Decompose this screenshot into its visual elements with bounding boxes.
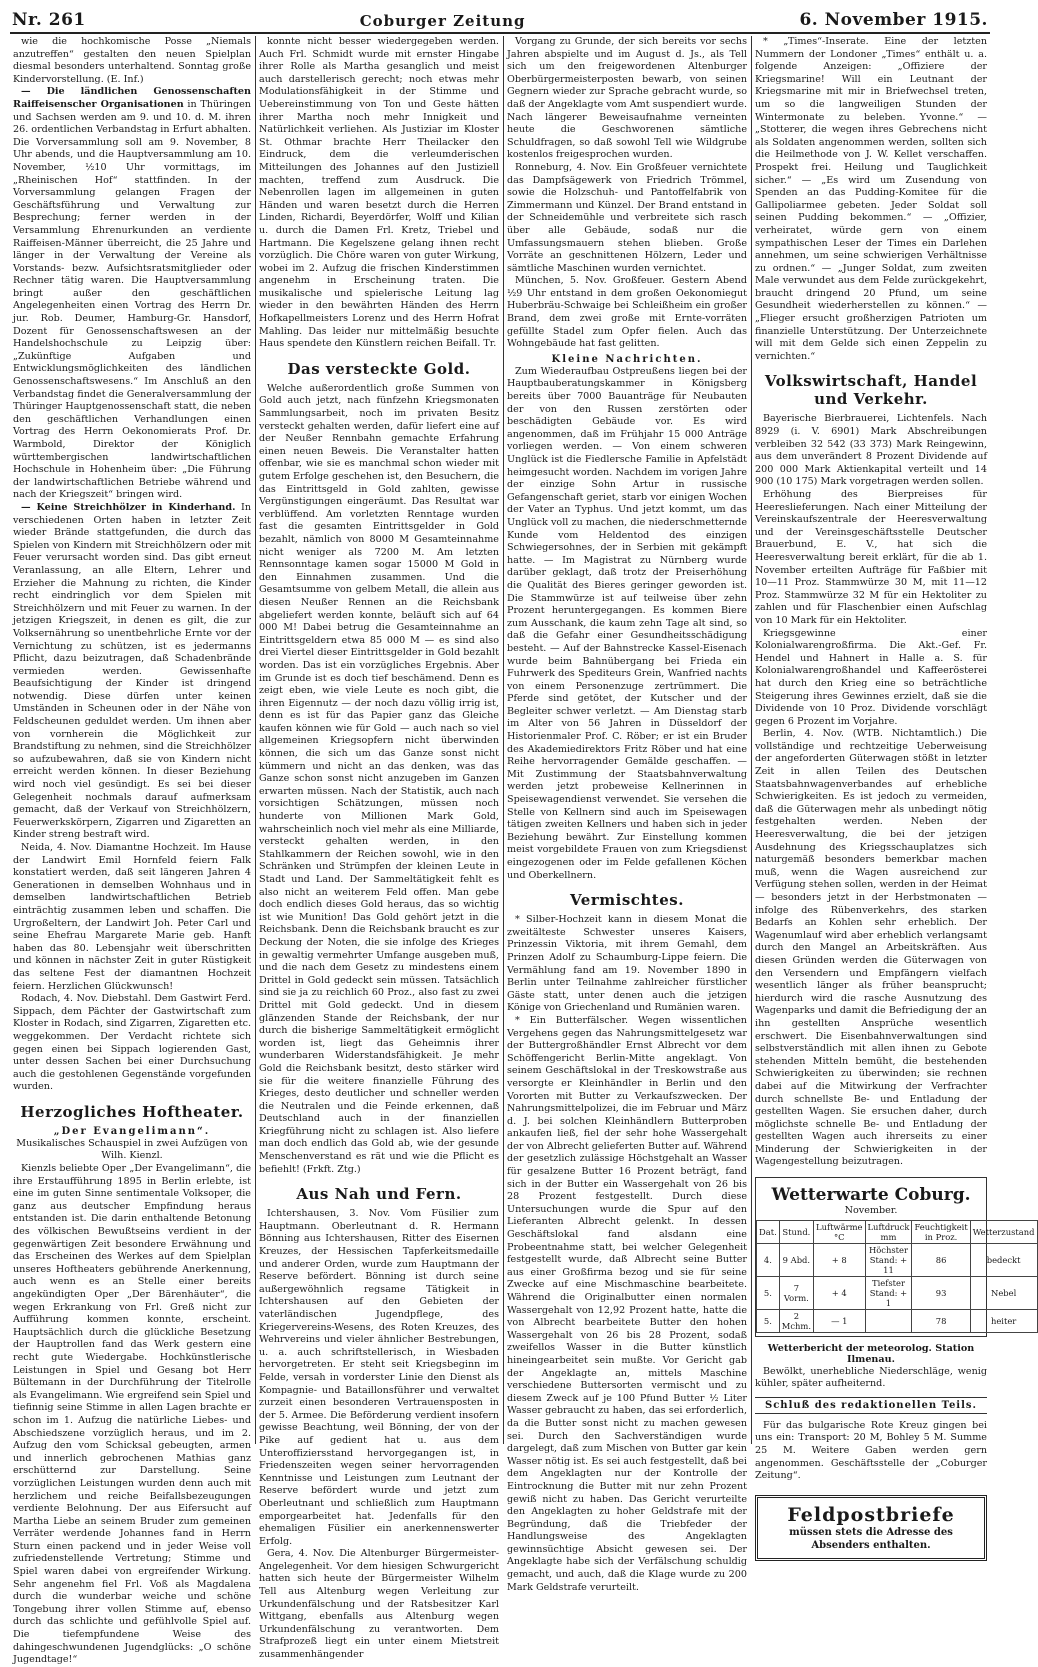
article-times-inserate: * „Times“-Inserate. Eine der letzten Nummern der Londoner „Times“ enthält u. a. folgende Anzeigen: „Offiziere der Kriegsmarine! Will ein Leutnant der Kriegsmarine mit mir in Briefwechsel treten, um so die langweiligen Stunden der Wintermonate zu beleben. Yvonne.“ — „Stotterer, die wegen ihres Gebrechens nicht als Soldaten angenommen werden, sollten sich die Heilmethode von J. W. Kellet verschaffen. Prospekt frei. Heilung und Tauglichkeit sicher.“ — „Es wird um Zusendung von Spenden an das Pudding-Komitee für die Gallipoliarmee gebeten. Jeder Soldat soll seinen Pudding bekommen.“ — „Offizier, verheiratet, würde gern von einem sympathischen Leser der Times ein Darlehen annehmen, um seine schwierigen Verhältnisse zu ordnen.“ — „Junger Soldat, zum zweiten Male verwundet aus dem Felde zurückgekehrt, braucht dringend 20 Pfund, um seine Gesundheit wiederherstellen zu können.“ — „Flieger ersucht großherzigen Patrioten um finanzielle Unterstützung. Der Unterzeichnete will mit dem Gelde sich einen Zeppelin zu vernichten.“ [755,36,987,362]
weather-header-cell: Dat. [757,1220,780,1243]
weather-cell: 7 Vorm. [779,1276,813,1309]
theater-title: „Der Evangelimann“. [53,1125,211,1137]
article-genossenschaften [13,86,251,502]
feldpost-notice [755,1495,987,1561]
article-bierbrauerei: Bayerische Bierbrauerei, Lichtenfels. Nach 8929 (i. V. 6901) Mark Abschreibungen verbleiben 32 542 (33 373) Mark Reingewinn, aus dem unverändert 8 Prozent Dividende auf 200 000 Mark Aktienkapital verteilt und 14 900 (10 175) Mark vorgetragen werden sollen. [755,413,987,488]
article-ronneburg: Ronneburg, 4. Nov. Ein Großfeuer vernichtete das Dampfsägewerk von Friedrich Trömmel, sowie die Holzschuh- und Pantoffelfabrik von Zimmermann und Künzel. Der Brand entstand in der Schneidemühle und verbreitete sich rasch über alle Gebäude, sodaß nur die Umfassungsmauern stehen blieben. Große Vorräte an geschnittenen Hölzern, Leder und sämtliche Maschinen wurden vernichtet. [507,161,747,274]
weather-cell: 4. [757,1243,780,1276]
issue-date: 6. November 1915. [799,10,988,30]
article-streichhoelzer [13,502,251,842]
issue-number: Nr. 261 [12,10,86,30]
section-heading-kleine-nachrichten: Kleine Nachrichten. [551,353,703,365]
weather-header-row [757,1220,1038,1243]
weather-cell: Nebel [970,1276,1037,1309]
paper-title: Coburger Zeitung [359,12,526,30]
weather-cell: 5. [757,1309,780,1332]
weather-cell: 86 [912,1243,970,1276]
article-kolonialwaren: Kriegsgewinne einer Kolonialwarengroßfirma. Die Akt.-Gef. Fr. Hendel und Hahnert in Halle a. S. für Kolonialwarengroßhandel und Kaffeerösterei hat durch den Krieg eine so beträchtliche Steigerung ihres Gewinnes erzielt, daß sie die Dividende von 10 Proz. Dividende vorschlägt gegen 6 Prozent im Vorjahre. [755,627,987,727]
section-heading-nah-fern: Aus Nah und Fern. [296,1185,462,1204]
weather-row [757,1309,1038,1332]
article-gueterwagen: Berlin, 4. Nov. (WTB. Nichtamtlich.) Die vollständige und rechtzeitige Ueberweisung der angeforderten Güterwagen stößt in letzter Zeit in allen Teilen des Deutschen Staatsbahnwagenverbandes auf erhebliche Schwierigkeiten. Es ist jedoch zu vermeiden, daß die Güterwagen mehr als unbedingt nötig festgehalten werden. Neben der Heeresverwaltung, die bei der jetzigen Ausdehnung des Kriegsschauplatzes sich naturgemäß besonders bemerkbar machen muß, wenn die Wagen ausreichend zur Verfügung stehen sollen, werden in der Heimat — besonders jetzt in der Herbstmonaten — infolge des Rübenverkehrs, des starken Bedarfs an Kohlen sehr erheblich. Der Wagenumlauf wird aber erheblich verlangsamt durch den Mangel an Arbeitskräften. Aus diesen Gründen werden die Güterwagen von den Versendern und Empfängern vielfach wesentlich länger als früher beansprucht; hierdurch wird die rasche Ausnutzung des Wagenparks und damit die Befriedigung der an ihn gestellten Ansprüche wesentlich erschwert. Die Eisenbahnverwaltungen sind selbstverständlich mit allen ihnen zu Gebote stehenden Mitteln bemüht, die bestehenden Schwierigkeiten zu überwinden; sie rechnen dabei auf die Mitwirkung der Verfrachter durch schnellste Be- und Entladung der gestellten Wagen. Sie ersuchen daher, durch möglichste schnelle Be- und Entladung der gestellten Wagen auch ihrerseits zu einer Minderung der Schwierigkeiten in der Wagengestellung beizutragen. [755,728,987,1168]
weather-row [757,1243,1038,1276]
article-kicker: — Die ländlichen Genossenschaften Raiffeisenscher Organisationen [13,86,251,110]
weather-header-cell: Stund. [779,1220,813,1243]
article-gera-cont: Vorgang zu Grunde, der sich bereits vor sechs Jahren abspielte und im August d. Js., als Tell sich um den freigewordenen Altenburger Oberbürgermeisterposten bewarb, von seinen Gegnern wieder zur Sprache gebracht wurde, so daß der Angeklagte vom Amt suspendiert wurde. Nach längerer Beweisaufnahme verneinten heute die Geschworenen sämtliche Schuldfragen, so daß sowohl Tell wie Wildgrube kostenlos freigesprochen wurden. [507,36,747,161]
weather-header-cell: Luftdruck mm [865,1220,912,1243]
section-heading-theater: Herzogliches Hoftheater. [20,1102,244,1121]
weather-header-cell: Wetterzustand [970,1220,1037,1243]
weather-report-heading: Wetterbericht der meteorolog. Station Ilmenau. [767,1342,975,1365]
weather-title: Wetterwarte Coburg. [771,1185,971,1206]
section-heading-vermischtes: Vermischtes. [570,891,684,910]
article-gera: Gera, 4. Nov. Die Altenburger Bürgermeister-Angelegenheit. Vor dem hiesigen Schwurgericht hatten sich heute der Bürgermeister Wilhelm Tell aus Altenburg wegen Verleitung zur Urkundenfälschung und der Ratsbesitzer Karl Wittgang, ebenfalls aus Altenburg wegen Urkundenfälschung zu verantworten. Dem Strafprozeß liegt ein unter einem Mietstreit zusammenhängender [259,1548,499,1661]
theater-subtitle: Musikalisches Schauspiel in zwei Aufzügen von Wilh. Kienzl. [16,1137,248,1162]
weather-cell: Tiefster Stand: + 1 [865,1276,912,1309]
weather-cell: Höchster Stand: + 11 [865,1243,912,1276]
article-butterfaelscher: * Ein Butterfälscher. Wegen wissentlichen Vergehens gegen das Nahrungsmittelgesetz war der Buttergroßhändler Ernst Albrecht vor dem Schöffengericht Berlin-Mitte angeklagt. Von seinem Geschäftslokal in der Treskowstraße aus versorgte er Kleinhändler in Berlin und den Vororten mit Butter zu Verkaufszwecken. Der Nahrungsmittelpolizei, die im Februar und März d. J. bei solchen Kleinhändlern Butterproben ankaufen ließ, fiel der sehr hohe Wassergehalt der von Albrecht gelieferten Butter auf. Während der gesetzlich zulässige Höchstgehalt an Wasser für gesalzene Butter 16 Prozent beträgt, fand sich in der Butter ein Wassergehalt von 26 bis 28 Prozent festgestellt. Durch diese Untersuchungen wurde die Spur auf den Lieferanten Albrecht gelenkt. In dessen Geschäftslokal fand alsdann eine Probeentnahme statt, bei welcher Gelegenheit festgestellt wurde, daß Albrecht seine Butter aus einer Großfirma bezog und sie für seine Zwecke auf eine Mischmaschine bearbeitete. Während die Originalbutter einen normalen Wassergehalt von 12,92 Prozent hatte, hatte die von Albrecht bearbeitete Butter den hohen Wassergehalt von 26 bis 28 Prozent, sodaß zweifellos Wasser in die Butter künstlich hineingearbeitet sein mußte. Vor Gericht gab der Angeklagte an, mittels Maschine verschiedene Buttersorten vermischt und zu diesem Zweck auf je 100 Pfund Butter ½ Liter Wasser gebraucht zu haben, das sei erforderlich, da die Butter sonst nicht zu machen gewesen sei. Durch den Sachverständigen wurde dargelegt, daß zum Mischen von Butter gar kein Wasser nötig ist. Es sei auch festgestellt, daß bei dem Angeklagten nur der Kontrolle der Eintrocknung die Butter mit nur zehn Prozent gewiß nicht zu haben. Das Gericht verurteilte den Angeklagten zu hoher Geldstrafe mit der Begründung, daß die Triebfeder der Handlungsweise des Angeklagten gewinnsüchtige Absicht gewesen sei. Der Angeklagte habe sich der Verfälschung schuldig gemacht, und auch, daß die Klage wurde zu 200 Mark Geldstrafe verurteilt. [507,1014,747,1593]
article-ichtershausen: Ichtershausen, 3. Nov. Vom Füsilier zum Hauptmann. Oberleutnant d. R. Hermann Bönning aus Ichtershausen, Ritter des Eisernen Kreuzes, der Hessischen Tapferkeitsmedaille und anderer Orden, wurde zum Hauptmann der Reserve befördert. Bönning ist durch seine außergewöhnlich regsame Tätigkeit in Ichtershausen auf den Gebieten der vaterländischen Jugendpflege, des Kriegervereins-Wesens, des Roten Kreuzes, des Wehrvereins und vieler ähnlicher Bestrebungen, u. a. auch schriftstellerisch, in Wiesbaden hervorgetreten. Er steht seit Kriegsbeginn im Felde, versah in vorderster Linie den Dienst als Kompagnie- und Bataillonsführer und verwaltet zurzeit einen besonderen Vertrauensposten in der 5. Armee. Die Beförderung verdient insofern gewisse Beachtung, weil Bönning, der von der Pike auf gedient hat u. aus dem Unteroffiziersstand hervorgegangen ist, in Friedenszeiten wegen seiner hervorragenden Kenntnisse und Leistungen zum Leutnant der Reserve befördert wurde und jetzt zum Oberleutnant und schließlich zum Hauptmann emporgearbeitet hat. Jedenfalls für den ehemaligen Füsilier ein anerkennenswerter Erfolg. [259,1208,499,1547]
article-neida: Neida, 4. Nov. Diamantne Hochzeit. Im Hause der Landwirt Emil Hornfeld feiern Falk konstatiert werden, daß seit längeren Jahren 4 Generationen in demselben Wohnhaus und in demselben landwirtschaftlichen Betrieb einträchtig zusammen leben und schaffen. Die Urgroßeltern, der Landwirt Joh. Peter Carl und seine Ehefrau Margarete Marie geb. Hanft haben das 80. Lebensjahr weit überschritten und können in nächster Zeit in guter Rüstigkeit das seltene Fest der diamantnen Hochzeit feiern. Herzlichen Glückwunsch! [13,842,251,992]
weather-row [757,1276,1038,1309]
weather-cell: heiter [970,1309,1037,1332]
weather-cell [865,1309,912,1332]
masthead [10,8,990,34]
article-body: in Thüringen und Sachsen werden am 9. und 10. d. M. ihren 26. ordentlichen Verbandstag in Erfurt abhalten. Die Vorversammlung soll am 9. November, 8 Uhr abends, und die Hauptversammlung am 10. November, ½10 Uhr vormittags, im „Rheinischen Hof“ stattfinden. In der Vorversammlung gelangen Fragen der Geschäftsführung und Verwaltung zur Besprechung; ferner werden in der Versammlung Ehrenurkunden an verdiente Raiffeisen-Männer überreicht, die 25 Jahre und länger in der Verwaltung der Vereine als Vorstands- bezw. Aufsichtsratsmitglieder oder Rechner tätig waren. Die Hauptversammlung bringt außer den geschäftlichen Angelegenheiten einen Vortrag des Herrn Dr. jur. Rob. Deumer, Hamburg-Gr. Hansdorf, Dozent für Genossenschaftswesen an der Handelshochschule zu Leipzig über: „Zukünftige Aufgaben und Entwicklungsmöglichkeiten des ländlichen Genossenschaftswesens.“ Im Anschluß an den Verbandstag findet die Generalversammlung der Thüringer Hauptgenossenschaft statt, die neben den geschäftlichen Verhandlungen einen Vortrag des Herrn Oekonomierats Prof. Dr. Warmbold, Direktor der Königlich württembergischen landwirtschaftlichen Hochschule in Hohenheim über: „Die Führung der landwirtschaftlichen Betriebe während und nach der Kriegszeit“ bringen wird. [13,98,251,501]
weather-header-cell: Luftwärme °C [814,1220,865,1243]
article-silberhochzeit: * Silber-Hochzeit kann in diesem Monat die zweitälteste Schwester unseres Kaisers, Prinzessin Viktoria, mit ihrem Gemahl, dem Prinzen Adolf zu Schaumburg-Lippe feiern. Die Vermählung fand am 19. November 1890 in Berlin unter Teilnahme zahlreicher fürstlicher Gäste statt, unter denen auch die jetzigen Könige von Griechenland und Rumänien waren. [507,914,747,1014]
column-3 [504,36,750,1593]
article-bierpreis: Erhöhung des Bierpreises für Heereslieferungen. Nach einer Mitteilung der Vereinskaufszentrale der Heeresverwaltung und der Vereinsgeschäftsstelle Deutscher Brauerbund, E. V., hat sich die Heeresverwaltung bereit erklärt, für die ab 1. November erteilten Aufträge für Faßbier mit 10—11 Proz. Stammwürze 30 M, mit 11—12 Proz. Stammwürze 32 M für ein Hektoliter zu zahlen und für Flaschenbier einen Aufschlag von 10 Mark für ein Hektoliter. [755,489,987,626]
article-kicker: — Keine Streichhölzer in Kinderhand. [21,501,236,513]
article-kleine-nachrichten: Zum Wiederaufbau Ostpreußens liegen bei der Hauptbauberatungskammer in Königsberg bereits über 7000 Bauanträge für Neubauten der von den Russen zerstörten oder beschädigten Gebäude vor. Es wird angenommen, daß im Frühjahr 15 000 Anträge vorliegen werden. — Von einem schweren Unglück ist die Fiedlersche Familie in Apfelstädt heimgesucht worden. Nachdem im vorigen Jahre der einzige Sohn Artur in russische Gefangenschaft geriet, starb vor einigen Wochen der Vater an Typhus. Und jetzt kommt, um das Unglück voll zu machen, die niederschmetternde Kunde vom Heldentod des einzigen Schwiegersohnes, der in Serbien mit gekämpft hatte. — Im Magistrat zu Nürnberg wurde darüber geklagt, daß trotz der Preiserhöhung die Qualität des Bieres geringer geworden ist. Die Stammwürze ist auf teilweise über zehn Prozent heruntergegangen. Es kommen Biere zum Ausschank, die kaum zehn Tage alt sind, so daß die Gefahr einer Gesundheitsschädigung besteht. — Auf der Bahnstrecke Kassel-Eisenach wurde beim Bahnübergang bei Frieda ein Fuhrwerk des Spediteurs Grein, Wanfried nachts von einem Personenzuge zertrümmert. Die Pferde sind getötet, der Kutscher und der Begleiter schwer verletzt. — Am Dienstag starb im Alter von 56 Jahren in Düsseldorf der Historienmaler Prof. C. Röber; er ist ein Bruder des Akademiedirektors Fritz Röber und hat eine Reihe hervorragender Gemälde geschaffen. — Mit Zustimmung der Staatsbahnverwaltung werden jetzt probeweise Kellnerinnen in Speisewagendienst verwendet. Sie versehen die Stelle von Kellnern sind auch im Speisewagen tätigen zweiten Kellners und haben sich in jeder Beziehung bewährt. Zur Einstellung kommen meist vorgebildete Frauen von zum Kriegsdienst eingezogenen oder im Felde gefallenen Köchen und Oberkellnern. [507,365,747,881]
feldpost-text: müssen stets die Adresse des Absenders enthalten. [789,1526,953,1551]
feldpost-title: Feldpostbriefe [787,1503,955,1526]
weather-report: Bewölkt, unerhebliche Niederschläge, wenig kühler, später aufheiternd. [755,1365,987,1390]
weather-month: November. [844,1205,898,1217]
article-posse: wie die hochkomische Posse „Niemals anzutreffen“ gestalten den neuen Spielplan diesmal besonders unterhaltend. Sonntag große Kindervorstellung. (E. Inf.) [13,36,251,85]
article-gold: Welche außerordentlich große Summen von Gold auch jetzt, nach fünfzehn Kriegsmonaten Sammlungsarbeit, noch im privaten Besitz versteckt gehalten werden, dafür liefert eine auf der Neußer Rennbahn gemachte Erfahrung einen neuen Beweis. Die Veranstalter hatten offenbar, wie sie es manchmal schon wieder mit gutem Erfolge geschehen ist, den Besuchern, die das Eintrittsgeld in Gold zahlten, gewisse Vergünstigungen eingeräumt. Das Resultat war verblüffend. Am vorletzten Renntage wurden fast die gesamten Eintrittsgelder in Gold bezahlt, nämlich von 8000 M Gesamteinnahme nicht weniger als 7200 M. Am letzten Rennsonntage kamen sogar 15000 M Gold in den Einnahmen zusammen. Und die Gesamtsumme von gelbem Metall, die allein aus diesen Neußer Rennen an die Reichsbank abgeliefert werden konnte, beläuft sich auf 64 000 M! Dabei betrug die Gesamteinnahme an Eintrittsgeldern etwa 85 000 M — es sind also drei Viertel dieser Eintrittsgelder in Gold bezahlt worden. Das ist ein vorzügliches Ergebnis. Aber im Grunde ist es doch tief beschämend. Denn es zeigt eben, wie viele Leute es noch gibt, die ihren Eigennutz — der noch dazu völlig irrig ist, denn es ist für das Papier ganz das Gleiche kaufen können wie für Gold — auch nach so viel allgemeinen Kriegsopfern nicht überwinden können, die sich um das Ganze sonst nicht kümmern und nicht an das denken, was das Ganze schon sonst nicht anzugeben im Ganzen erwarten müssen. Nach der Statistik, auch nach vorsichtigen Schätzungen, müssen noch hunderte von Millionen Mark Gold, wahrscheinlich noch viel mehr als eine Milliarde, versteckt gehalten werden, in den Stahlkammern der Reichen sowohl, wie in den Schränken und Strümpfen der kleinen Leute in Stadt und Land. Der Sammeltätigkeit fehlt es also nicht an weiterem Feld offen. Man gebe doch endlich dieses Gold heraus, das so wichtig ist wie Munition! Das Gold gehört jetzt in die Reichsbank. Denn die Reichsbank braucht es zur Deckung der Noten, die sie infolge des Krieges in gewaltig vermehrter Umfange ausgeben muß, und die nach dem Gesetz zu mindestens einem Drittel in Gold gedeckt sein müssen. Tatsächlich sind sie ja zu reichlich 60 Proz., also fast zu zwei Drittel mit Gold gedeckt. Und in diesem glänzenden Stande der Reichsbank, der nur durch die bisherige Sammeltätigkeit ermöglicht worden ist, liegt das Geheimnis ihrer wunderbaren Widerstandsfähigkeit. Je mehr Gold die Reichsbank besitzt, desto stärker wird sie für die weitere finanzielle Führung des Krieges, desto deutlicher und schneller werden die Neutralen und die Feinde erkennen, daß Deutschland auch in der finanziellen Kriegführung nicht zu schlagen ist. Also liefere man doch endlich das Gold ab, wie der gesunde Menschenverstand es rät und wie die Pflicht es befiehlt! (Frkft. Ztg.) [259,382,499,1175]
article-body: In verschiedenen Orten haben in letzter Zeit wieder Brände stattgefunden, die durch das Spielen von Kindern mit Streichhölzern oder mit Feuer verursacht worden sind. Das gibt erneut Veranlassung, an alle Eltern, Lehrer und Erzieher die Mahnung zu richten, die Kinder recht eindringlich vor dem Spielen mit Streichhölzern und mit Feuer zu warnen. In der jetzigen Kriegszeit, in denen es gilt, die zur Volksernährung so unentbehrliche Ernte vor der Vernichtung zu schützen, ist es jedermanns Pflicht, dazu beizutragen, daß Schadenbrände vermieden werden. Gewissenhafte Beaufsichtigung der Kinder ist dringend notwendig. Diese dürfen unter keinen Umständen in Scheunen oder in der Nähe von Feldscheunen geduldet werden. Um ihnen aber von vornherein die Möglichkeit zur Brandstiftung zu nehmen, sind die Streichhölzer so aufzubewahren, daß sie von Kindern nicht erreicht werden können. In dieser Beziehung wird noch viel gesündigt. Es sei bei dieser Gelegenheit nochmals darauf aufmerksam gemacht, daß der Verkauf von Streichhölzern, Feuerwerkskörpern, Zigarren und Zigaretten an Kinder streng bestraft wird. [13,501,251,841]
weather-box [755,1177,1035,1337]
weather-cell: bedeckt [970,1243,1037,1276]
article-muenchen: München, 5. Nov. Großfeuer. Gestern Abend ½9 Uhr entstand in dem großen Oekonomiegut Huberbräu-Schwaige bei Schleißheim ein großer Brand, dem zwei große mit Ernte-vorräten gefüllte Stadel zum Opfer fielen. Auch das Wohngebäude hat fast gelitten. [507,275,747,350]
columns [10,36,1035,1666]
article-rodach: Rodach, 4. Nov. Diebstahl. Dem Gastwirt Ferd. Sippach, dem Pächter der Gastwirtschaft zum Kloster in Rodach, sind Zigarren, Zigaretten etc. weggekommen. Der Verdacht richtete sich gegen einen bei Sippach logierenden Gast, unter dessen Sachen bei einer Durchsuchung auch die gestohlenen Gegenstände vorgefunden wurden. [13,993,251,1093]
column-2 [256,36,502,1661]
section-heading-volkswirtschaft: Volkswirtschaft, Handel und Verkehr. [764,372,978,409]
weather-cell: 78 [912,1309,970,1332]
weather-cell: + 8 [814,1243,865,1276]
weather-header-cell: Feuchtigkeit in Proz. [912,1220,970,1243]
weather-cell: 9 Abd. [779,1243,813,1276]
column-4 [752,36,1035,1551]
editorial-end-mark: Schluß des redaktionellen Teils. [755,1397,987,1414]
weather-table [756,1220,1038,1333]
article-theater-review-cont: konnte nicht besser wiedergegeben werden. Auch Frl. Schmidt wurde mit ernster Hingabe ihrer Rolle als Martha gesanglich und meist auch darstellerisch gerecht; noch etwas mehr Modulationsfähigkeit in der Stimme und Uebereinstimmung von Ton und Geste hätten ihrer Martha noch mehr Innigkeit und Natürlichkeit verliehen. Als Justiziar im Kloster St. Othmar brachte Herr Theilacker den Eindruck, dem die verleumderischen Mitteilungen des Johannes auf den Justiziell machten, treffend zum Ausdruck. Die Nebenrollen lagen im allgemeinen in guten Händen und waren besetzt durch die Herren Linden, Richardi, Beyerdörfer, Wolff und Kilian u. durch die Damen Frl. Kretz, Triebel und Hartmann. Die Kegelszene gelang ihnen recht vorzüglich. Die Chöre waren von guter Wirkung, wobei im 2. Aufzug die frischen Kinderstimmen angenehm in Erscheinung traten. Die musikalische und spielerische Leitung lag wieder in den bewährten Händen des Herrn Hofkapellmeisters Lorenz und des Herrn Hofrat Mahling. Das leider nur mittelmäßig besuchte Haus spendete den Künstlern reichen Beifall. Tr. [259,36,499,350]
column-1 [10,36,254,1666]
weather-cell: 2 Mchm. [779,1309,813,1332]
weather-cell: 5. [757,1276,780,1309]
weather-cell: + 4 [814,1276,865,1309]
weather-cell: — 1 [814,1309,865,1332]
notice-red-cross: Für das bulgarische Rote Kreuz gingen bei uns ein: Transport: 20 M, Bohley 5 M. Summe 25 M. Weitere Gaben werden gern angenommen. Geschäftsstelle der „Coburger Zeitung“. [755,1419,987,1482]
weather-cell: 93 [912,1276,970,1309]
section-heading-gold: Das versteckte Gold. [287,359,471,378]
article-theater-review: Kienzls beliebte Oper „Der Evangelimann“, die ihre Erstaufführung 1895 in Berlin erlebte, ist eine im guten Sinne sentimentale Volksoper, die ganz aus deutscher Empfindung heraus entstanden ist. Die darin enthaltende Betonung des völkischen Bewußtseins verdient in der gegenwärtigen Zeit besondere Erwähnung und das Erscheinen des Werkes auf dem Spielplan unseres Hoftheaters gebührende Anerkennung, auch wenn es an Stelle einer bereits angekündigten Oper „Der Bärenhäuter“, die wegen Erkrankung von Frl. Greß nicht zur Aufführung kommen konnte, erscheint. Hauptsächlich durch die glückliche Besetzung der Hauptrollen fand das Werk gestern eine recht gute Wiedergabe. Hochkünstlerische Leistungen in Spiel und Gesang bot Herr Bültemann in der Durchführung der Titelrolle als Evangelimann. Wie ergreifend sein Spiel und tiefinnig seine Stimme in allen Lagen brachte er schon im 1. Aufzug die natürliche Liebes- und Abschiedszene vorzüglich heraus, und im 2. Aufzug den vom Schicksal gebeugten, armen und innerlich gebrochenen Mathias ganz erschütternd zur Darstellung. Seine vorzüglichen Leistungen wurden denn auch mit herzlichem und reiche Beifallsbezeugungen verdiente Belohnung. Der aus Eifersucht auf Martha Liebe an seinem Bruder zum gemeinen Verräter werdende Johannes fand in Herrn Sturn einen packend und in jeder Weise voll zufriedenstellende Vertretung; Stimme und Spiel waren dabei von ergreifender Wirkung. Sehr angenehm fiel Frl. Voß als Magdalena durch die wunderbar weiche und schöne Tongebung ihrer vollen Stimme auf, ebenso durch das schlichte und gefühlvolle Spiel auf. Die tiefempfundene Weise des dahingeschwundenen Jugendglücks: „O schöne Jugendtage!“ [13,1163,251,1666]
